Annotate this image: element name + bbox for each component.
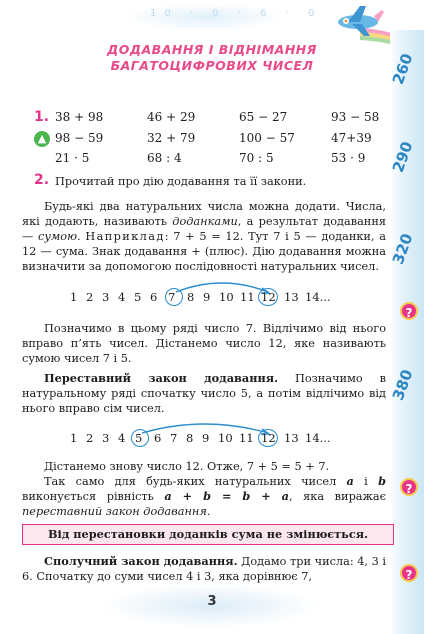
paragraph: Сполучний закон додавання. Додамо три числа: 4, 3 і 6. Спочатку до суми чисел 4 і 3, яка дорівнює 7, [22, 554, 386, 583]
paragraph: Позначимо в цьому ряді число 7. Відлічимо від нього вправо п’ять чисел. Дістанемо число 12, яке називають сумою чисел 7 і 5. [22, 322, 386, 365]
number-line: 1 2 3 4 5 6 7 8 9 10 11 12 13 14... [70, 290, 331, 304]
question-mark-icon: ? [400, 302, 418, 320]
airplane-icon [330, 2, 386, 38]
top-stars-decoration: 10 · 0 · 6 · 0 [150, 8, 323, 19]
exercise-row: 38 + 98 46 + 29 65 − 27 93 − 58 [55, 110, 380, 124]
number-line: 1 2 3 4 5 6 7 8 9 10 11 12 13 14... [70, 431, 331, 445]
page-number: 3 [207, 594, 217, 609]
highlight-circle [258, 288, 278, 306]
side-number-260: 260 [388, 51, 417, 87]
exercise-row: 98 − 59 32 + 79 100 − 57 47+39 [55, 131, 372, 145]
highlight-circle [165, 288, 183, 306]
exercise-text: Прочитай про дію додавання та її закони. [55, 175, 307, 188]
arrow-up-icon: ▲ [34, 131, 50, 147]
rule-box: Від перестановки доданків сума не змінюється. [22, 524, 394, 545]
side-number-290: 290 [388, 139, 417, 175]
highlight-circle [131, 429, 149, 447]
highlight-circle [258, 429, 278, 447]
paragraph: Дістанемо знову число 12. Отже, 7 + 5 = 5 + 7. Так само для будь-яких натуральних чисел a і b виконується рівність a + b = b + a, яка виражає переставний закон додавання. [22, 460, 386, 518]
exercise-row: 21 · 5 68 : 4 70 : 5 53 · 9 [55, 151, 366, 165]
exercise-number: 1. [34, 109, 50, 125]
paragraph: Будь-які два натуральних числа можна додати. Числа, які додають, називають доданками, а результат додавання — сумою. Наприклад: 7 + 5 = 12. Тут 7 і 5 — доданки, а 12 — сума. Знак додавання + (плюс). Дію додавання можна визначити за допомогою послідовності натуральних чисел. [22, 200, 386, 273]
question-mark-icon: ? [400, 564, 418, 582]
question-mark-icon: ? [400, 478, 418, 496]
side-number-320: 320 [388, 231, 417, 267]
page-title-line2: БАГАТОЦИФРОВИХ ЧИСЕЛ [110, 58, 314, 73]
page-title-line1: ДОДАВАННЯ І ВІДНІМАННЯ [107, 42, 317, 57]
exercise-number: 2. [34, 172, 50, 188]
paragraph: Переставний закон додавання. Позначимо в натуральному ряді спочатку число 5, а потім відлічимо від нього вправо сім чисел. [22, 371, 386, 415]
right-side-strip [390, 30, 424, 634]
side-number-380: 380 [388, 367, 417, 403]
